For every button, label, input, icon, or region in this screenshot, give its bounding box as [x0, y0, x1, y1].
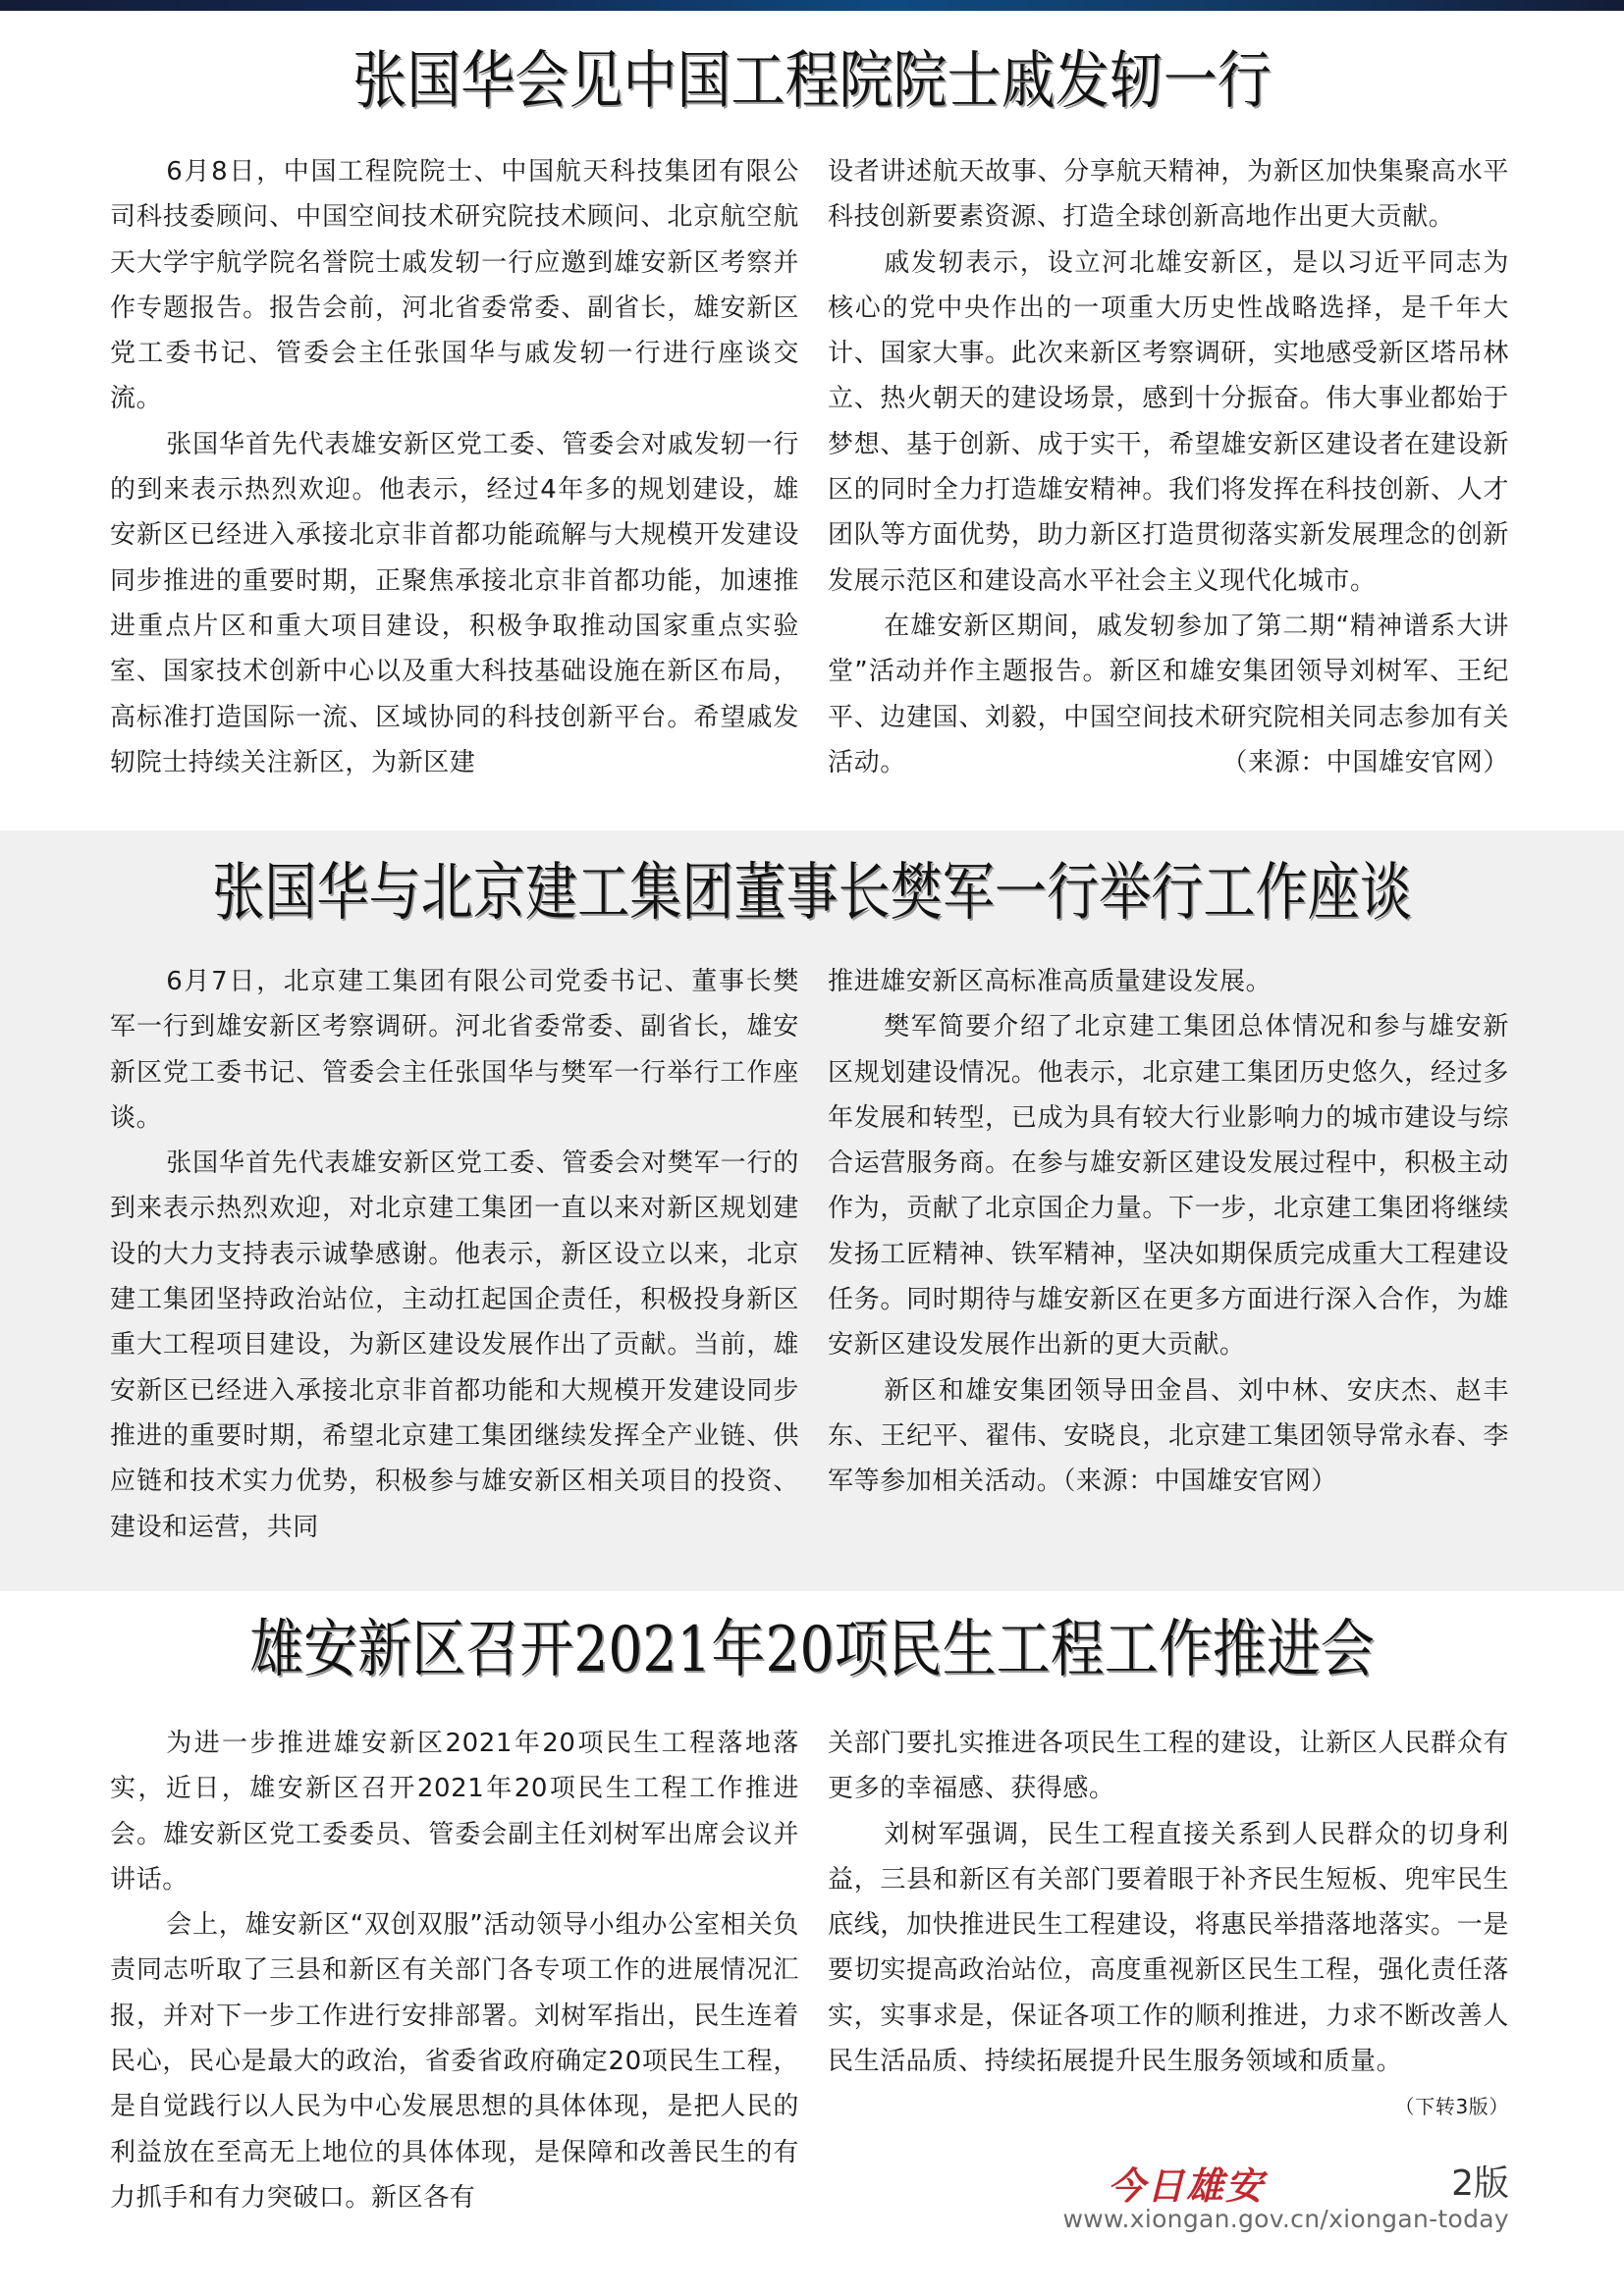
source-credit: （来源：中国雄安官网）: [1062, 1467, 1338, 1497]
article-1-right-column: [828, 149, 1509, 785]
article-1-headline: 张国华会见中国工程院院士戚发轫一行: [352, 45, 1272, 118]
article-1-left-column: [110, 149, 799, 785]
paragraph: 6月8日，中国工程院院士、中国航天科技集团有限公司科技委顾问、中国空间技术研究院技术顾问、北京航空航天大学宇航学院名誉院士戚发轫一行应邀到雄安新区考察并作专题报告。报告会前，河北省委常委、副省长，雄安新区党工委书记、管委会主任张国华与戚发轫一行进行座谈交流。: [110, 157, 799, 414]
paragraph: 张国华首先代表雄安新区党工委、管委会对樊军一行的到来表示热烈欢迎，对北京建工集团一直以来对新区规划建设的大力支持表示诚挚感谢。他表示，新区设立以来，北京建工集团坚持政治站位，主动扛起国企责任，积极投身新区重大工程项目建设，为新区建设发展作出了贡献。当前，雄安新区已经进入承接北京非首都功能和大规模开发建设同步推进的重要时期，希望北京建工集团继续发挥全产业链、供应链和技术实力优势，积极参与雄安新区相关项目的投资、建设和运营，共同: [110, 1148, 799, 1542]
paragraph: [828, 604, 1509, 785]
article-3-right-column: [828, 1721, 1509, 2130]
article-3-left-column: [110, 1721, 799, 2220]
paragraph: 张国华首先代表雄安新区党工委、管委会对戚发轫一行的到来表示热烈欢迎。他表示，经过4年多的规划建设，雄安新区已经进入承接北京非首都功能疏解与大规模开发建设同步推进的重要时期，正聚焦承接北京非首都功能，加速推进重点片区和重大项目建设，积极争取推动国家重点实验室、国家技术创新中心以及重大科技基础设施在新区布局，高标准打造国际一流、区域协同的科技创新平台。希望戚发轫院士持续关注新区，为新区建: [110, 429, 799, 777]
source-credit: （来源：中国雄安官网）: [1221, 747, 1509, 777]
paragraph: [828, 1368, 1509, 1505]
article-3-headline: 雄安新区召开2021年20项民生工程工作推进会: [249, 1614, 1375, 1686]
paragraph: 戚发轫表示，设立河北雄安新区，是以习近平同志为核心的党中央作出的一项重大历史性战略选择，是千年大计、国家大事。此次来新区考察调研，实地感受新区塔吊林立、热火朝天的建设场景，感到十分振奋。伟大事业都始于梦想、基于创新、成于实干，希望雄安新区建设者在建设新区的同时全力打造雄安精神。我们将发挥在科技创新、人才团队等方面优势，助力新区打造贯彻落实新发展理念的创新发展示范区和建设高水平社会主义现代化城市。: [828, 247, 1509, 596]
paragraph-text: 新区和雄安集团领导田金昌、刘中林、安庆杰、赵丰东、王纪平、翟伟、安晓良，北京建工集团领导常永春、李军等参加相关活动。: [828, 1375, 1509, 1497]
continued-note: （下转3版）: [1394, 2095, 1509, 2119]
paragraph: 关部门要扎实推进各项民生工程的建设，让新区人民群众有更多的幸福感、获得感。: [828, 1729, 1509, 1804]
paragraph: 设者讲述航天故事、分享航天精神，为新区加快集聚高水平科技创新要素资源、打造全球创新高地作出更大贡献。: [828, 157, 1509, 233]
page-number: 2版: [1451, 2163, 1509, 2204]
paragraph-text: 刘树军强调，民生工程直接关系到人民群众的切身利益，三县和新区有关部门要着眼于补齐民生短板、兜牢民生底线，加快推进民生工程建设，将惠民举措落地落实。一是要切实提高政治站位，高度重视新区民生工程，强化责任落实，实事求是，保证各项工作的顺利推进，力求不断改善人民生活品质、持续拓展提升民生服务领域和质量。: [828, 1819, 1509, 2077]
publication-logo: 今日雄安: [1108, 2163, 1266, 2208]
article-2-left-column: [110, 959, 799, 1550]
article-2-right-column: [828, 959, 1509, 1505]
top-banner-bar: [0, 0, 1624, 11]
paragraph: 推进雄安新区高标准高质量建设发展。: [828, 967, 1272, 996]
paragraph: 会上，雄安新区“双创双服”活动领导小组办公室相关负责同志听取了三县和新区有关部门各专项工作的进展情况汇报，并对下一步工作进行安排部署。刘树军指出，民生连着民心，民心是最大的政治，省委省政府确定20项民生工程，是自觉践行以人民为中心发展思想的具体体现，是把人民的利益放在至高无上地位的具体体现，是保障和改善民生的有力抓手和有力突破口。新区各有: [110, 1910, 799, 2213]
article-2-headline: 张国华与北京建工集团董事长樊军一行举行工作座谈: [212, 857, 1412, 930]
website-url: www.xiongan.gov.cn/xiongan-today: [1062, 2205, 1509, 2233]
paragraph-text: 在雄安新区期间，戚发轫参加了第二期“精神谱系大讲堂”活动并作主题报告。新区和雄安集团领导刘树军、王纪平、边建国、刘毅，中国空间技术研究院相关同志参加有关活动。: [828, 611, 1509, 777]
paragraph: [828, 1812, 1509, 2119]
paragraph: 6月7日，北京建工集团有限公司党委书记、董事长樊军一行到雄安新区考察调研。河北省委常委、副省长，雄安新区党工委书记、管委会主任张国华与樊军一行举行工作座谈。: [110, 967, 799, 1133]
paragraph: 为进一步推进雄安新区2021年20项民生工程落地落实，近日，雄安新区召开2021年20项民生工程工作推进会。雄安新区党工委委员、管委会副主任刘树军出席会议并讲话。: [110, 1729, 799, 1895]
paragraph: 樊军简要介绍了北京建工集团总体情况和参与雄安新区规划建设情况。他表示，北京建工集团历史悠久，经过多年发展和转型，已成为具有较大行业影响力的城市建设与综合运营服务商。在参与雄安新区建设发展过程中，积极主动作为，贡献了北京国企力量。下一步，北京建工集团将继续发扬工匠精神、铁军精神，坚决如期保质完成重大工程建设任务。同时期待与雄安新区在更多方面进行深入合作，为雄安新区建设发展作出新的更大贡献。: [828, 1012, 1509, 1361]
